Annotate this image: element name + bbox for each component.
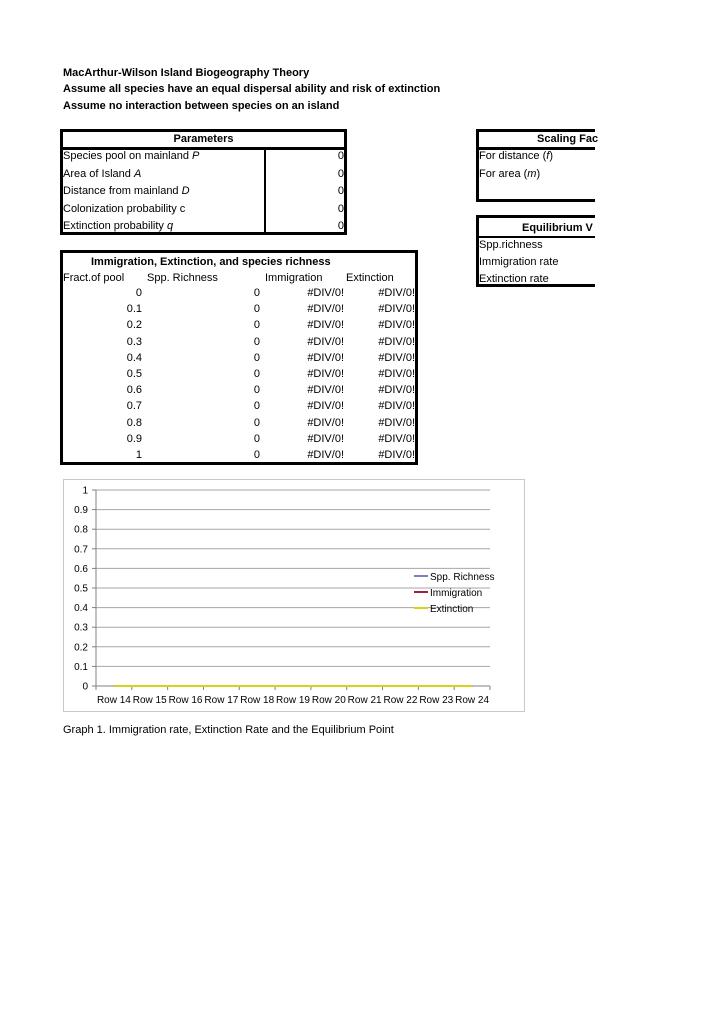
- x-tick-label: Row 24: [455, 695, 490, 706]
- parameter-label-text: Extinction probability: [63, 220, 167, 232]
- scaling-label-end: ): [549, 150, 553, 162]
- extinction-cell: #DIV/0!: [378, 335, 415, 348]
- col-header-richness: Spp. Richness: [147, 272, 218, 284]
- col-header-immigration: Immigration: [265, 272, 323, 284]
- extinction-cell: #DIV/0!: [378, 416, 415, 429]
- equilibrium-row: Extinction rate: [479, 273, 549, 285]
- equilibrium-title: Equilibrium V: [522, 222, 593, 234]
- parameter-label: [63, 203, 185, 215]
- x-tick-label: Row 18: [240, 695, 275, 706]
- x-tick-label: Row 16: [168, 695, 203, 706]
- parameter-value[interactable]: 0: [337, 202, 344, 215]
- scaling-label-label: For distance (: [479, 150, 547, 162]
- y-tick-label: 0.3: [74, 622, 88, 634]
- equilibrium-row: Spp.richness: [479, 239, 543, 251]
- extinction-cell: #DIV/0!: [378, 287, 415, 299]
- y-tick-label: 0.4: [74, 603, 88, 615]
- extinction-cell: #DIV/0!: [378, 303, 415, 316]
- x-tick-label: Row 21: [347, 695, 382, 706]
- parameter-label-text: Area of Island: [63, 167, 134, 180]
- col-header-fraction: Fract.of pool: [63, 272, 125, 284]
- fraction-cell: 0.4: [126, 351, 142, 364]
- fraction-cell: 0.8: [126, 416, 142, 429]
- ies-table-box: [60, 250, 418, 465]
- richness-cell: 0: [253, 368, 260, 380]
- rates-chart: [63, 479, 525, 712]
- graph-caption: Graph 1. Immigration rate, Extinction Rate and the Equilibrium Point: [63, 724, 394, 736]
- parameter-value[interactable]: 0: [337, 220, 344, 232]
- scaling-title: Scaling Fac: [537, 133, 599, 145]
- immigration-cell: #DIV/0!: [307, 368, 344, 380]
- parameter-variable: D: [181, 185, 190, 197]
- x-tick-label: Row 19: [276, 695, 310, 706]
- parameter-label: [63, 220, 173, 232]
- fraction-cell: 0: [135, 287, 142, 299]
- y-tick-label: 0.6: [74, 563, 88, 575]
- x-tick-label: Row 14: [96, 695, 131, 706]
- immigration-cell: #DIV/0!: [307, 287, 344, 299]
- legend-label: Extinction: [430, 604, 474, 615]
- scaling-label: [479, 150, 553, 162]
- immigration-cell: #DIV/0!: [307, 449, 344, 461]
- fraction-cell: 1: [135, 449, 142, 461]
- richness-cell: 0: [253, 351, 260, 364]
- fraction-cell: 0.9: [126, 432, 142, 445]
- extinction-cell: #DIV/0!: [378, 384, 415, 397]
- scaling-label-end: ): [536, 167, 541, 180]
- parameter-label-text: Species pool on mainland: [63, 150, 193, 162]
- parameter-variable: P: [192, 150, 200, 162]
- extinction-cell: #DIV/0!: [378, 432, 415, 445]
- fraction-cell: 0.3: [126, 335, 142, 348]
- richness-cell: 0: [253, 335, 260, 348]
- extinction-cell: #DIV/0!: [378, 351, 415, 364]
- scaling-label-var: m: [527, 167, 537, 180]
- legend-label: Immigration: [430, 588, 483, 599]
- fraction-cell: 0.6: [126, 384, 142, 397]
- fraction-cell: 0.7: [126, 400, 142, 413]
- richness-cell: 0: [253, 384, 260, 397]
- fraction-cell: 0.1: [126, 303, 142, 316]
- richness-cell: 0: [253, 449, 260, 461]
- extinction-cell: #DIV/0!: [378, 319, 415, 332]
- parameters-title: Parameters: [173, 133, 234, 145]
- extinction-cell: #DIV/0!: [378, 449, 415, 461]
- parameter-variable: q: [166, 220, 174, 232]
- y-tick-label: 0.1: [74, 661, 88, 673]
- parameters-column-divider: [264, 150, 266, 232]
- scaling-label-label: For area (: [479, 167, 528, 180]
- y-tick-label: 1: [82, 485, 88, 497]
- y-tick-label: 0.7: [74, 544, 88, 556]
- parameter-variable: A: [133, 167, 142, 180]
- immigration-cell: #DIV/0!: [307, 335, 344, 348]
- parameter-label-text: Colonization probability c: [63, 202, 186, 215]
- col-header-extinction: Extinction: [346, 272, 394, 284]
- y-tick-label: 0: [82, 681, 88, 693]
- parameter-label: [63, 168, 141, 180]
- equilibrium-row: Immigration rate: [479, 256, 559, 268]
- equilibrium-divider: [479, 236, 595, 238]
- scaling-label-var: f: [546, 150, 550, 162]
- y-tick-label: 0.2: [74, 642, 88, 654]
- immigration-cell: #DIV/0!: [307, 351, 344, 364]
- richness-cell: 0: [253, 416, 260, 429]
- richness-cell: 0: [253, 287, 260, 299]
- assumption-2: Assume no interaction between species on an island: [63, 100, 340, 112]
- parameter-label: [63, 150, 199, 162]
- x-tick-label: Row 22: [383, 695, 418, 706]
- immigration-cell: #DIV/0!: [307, 416, 344, 429]
- y-tick-label: 0.9: [74, 505, 88, 517]
- assumption-1: Assume all species have an equal dispersal ability and risk of extinction: [63, 83, 441, 95]
- legend-label: Spp. Richness: [430, 572, 495, 583]
- immigration-cell: #DIV/0!: [307, 303, 344, 316]
- y-tick-label: 0.5: [74, 583, 88, 595]
- richness-cell: 0: [253, 303, 260, 316]
- scaling-factors-box: [476, 129, 599, 202]
- extinction-cell: #DIV/0!: [378, 368, 415, 380]
- parameter-label: [63, 185, 190, 197]
- ies-table-title: Immigration, Extinction, and species richness: [91, 256, 331, 268]
- parameters-box: [60, 129, 347, 235]
- richness-cell: 0: [253, 432, 260, 445]
- sheet-title: MacArthur-Wilson Island Biogeography Theory: [63, 67, 310, 79]
- parameter-value[interactable]: 0: [337, 167, 344, 180]
- immigration-cell: #DIV/0!: [307, 319, 344, 332]
- x-tick-label: Row 20: [311, 695, 346, 706]
- immigration-cell: #DIV/0!: [307, 432, 344, 445]
- equilibrium-box: [476, 215, 595, 287]
- immigration-cell: #DIV/0!: [307, 400, 344, 413]
- immigration-cell: #DIV/0!: [307, 384, 344, 397]
- scaling-label: [479, 168, 540, 180]
- x-tick-label: Row 15: [132, 695, 167, 706]
- rates-chart-svg: [64, 480, 526, 713]
- extinction-cell: #DIV/0!: [378, 400, 415, 413]
- parameter-value[interactable]: 0: [337, 150, 344, 162]
- x-tick-label: Row 17: [204, 695, 239, 706]
- richness-cell: 0: [253, 400, 260, 413]
- richness-cell: 0: [253, 319, 260, 332]
- x-tick-label: Row 23: [419, 695, 454, 706]
- fraction-cell: 0.5: [126, 368, 142, 380]
- parameter-label-text: Distance from mainland: [63, 185, 182, 197]
- fraction-cell: 0.2: [126, 319, 142, 332]
- y-tick-label: 0.8: [74, 524, 88, 536]
- parameter-value[interactable]: 0: [337, 185, 344, 197]
